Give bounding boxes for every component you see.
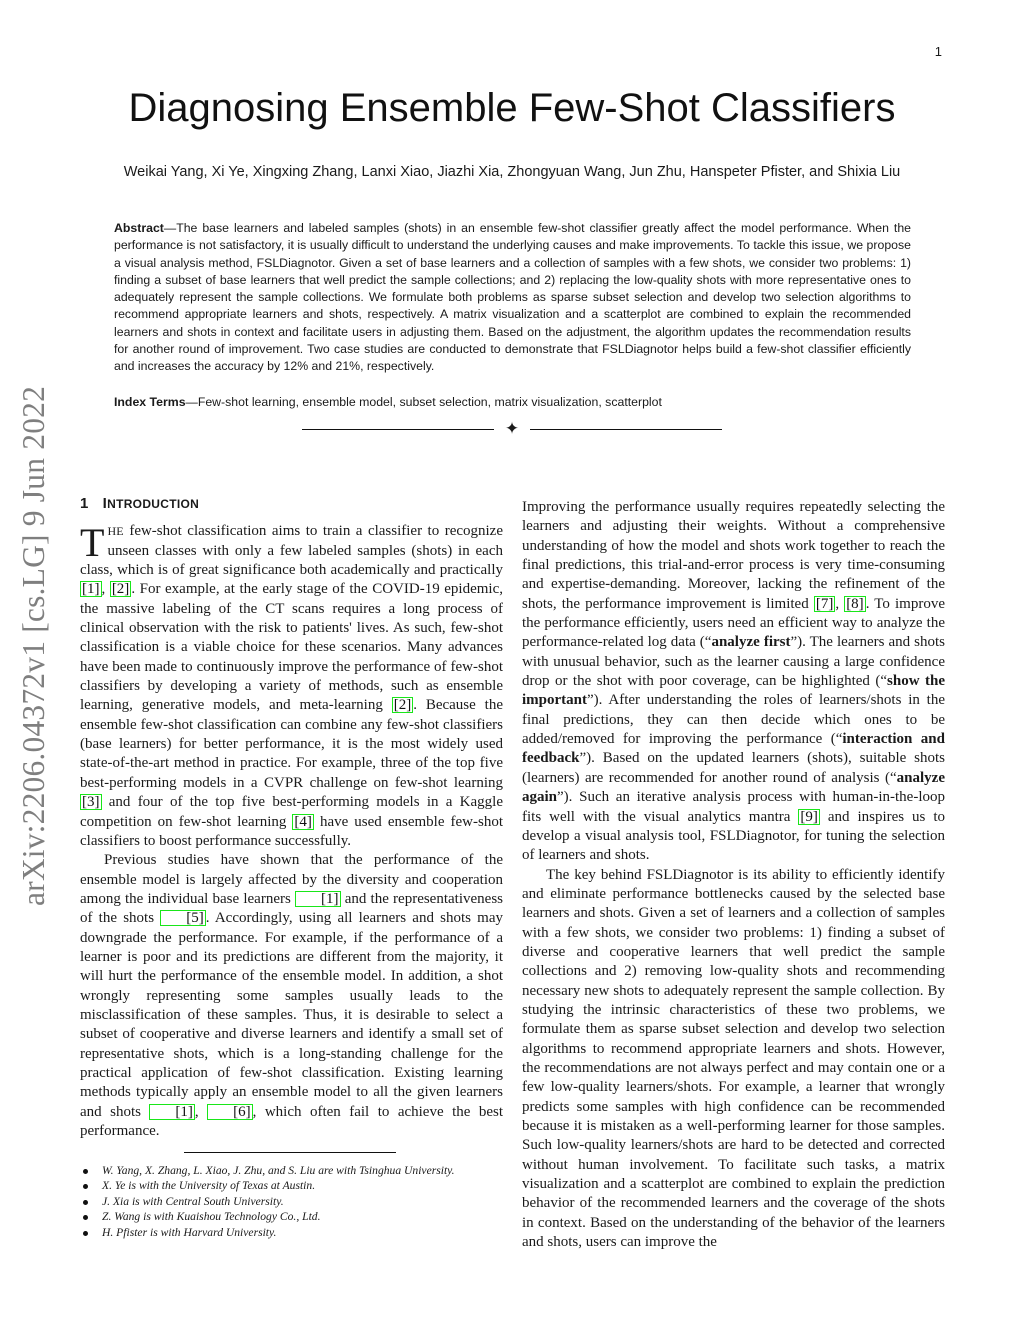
index-terms — [114, 395, 911, 409]
citation-link[interactable]: [4] — [294, 813, 312, 830]
citation-link[interactable]: [8] — [846, 595, 864, 612]
abstract-text: —The base learners and labeled samples (shots) in an ensemble few-shot classifier greatly affect the model performance. When the performance is not satisfactory, it is usually difficult to understand the underlying causes and make improvements. To tackle this issue, we propose a visual analysis method, FSLDiagnotor. Given a set of base learners and a collection of samples with a few shots, we consider two problems: 1) finding a subset of base learners that well predict the sample collections; and 2) replacing the low-quality shots with more representative ones to adequately represent the sample collections. We formulate both problems as sparse subset selection and develop two selection algorithms to recommend appropriate learners and shots, respectively. A matrix visualization and a scatterplot are combined to explain the recommended learners and shots in context and facilitate users in adjusting them. Based on the adjustment, the algorithm updates the recommendation results for another round of improvement. Two case studies are conducted to demonstrate that FSLDiagnotor helps build a few-shot classifier efficiently and increases the accuracy by 12% and 21%, respectively. — [114, 221, 911, 374]
bold-phrase: show the important — [522, 673, 945, 709]
arxiv-stamp-text: arXiv:2206.04372v1 [cs.LG] 9 Jun 2022 — [16, 385, 51, 907]
left-column — [80, 494, 503, 1141]
drop-cap: T — [80, 520, 105, 566]
paragraph-key-behind: The key behind FSLDiagnotor is its ability to efficiently identify and eliminate performance bottlenecks caused by the selected base learners and shots. Given a set of learners and a collection of samples with a few shots, we consider two problems: 1) finding a subset of diverse and cooperative learners that well predict the sample collections and 2) removing low-quality shots and recommending necessary new shots to adequately represent the sample collection. By studying the intrinsic characteristics of these two problems, we formulate them as sparse subset selection and develop two selection algorithms to recommend appropriate learners and shots. However, the recommendations are not always perfect and may contain one or a few low-quality learners/shots. For example, a learner that wrongly predicts some samples with high confidence can be recommended because it is mistaken as a well-performing learner for those samples. Such low-quality learners/shots are hard to be detected and corrected without human involvement. To facilitate such tasks, a matrix visualization and a scatterplot are combined to explain the prediction behavior of the recommended learners and the coverage of the shots in context. Based on the understanding of the behavior of the learners and shots, users can improve the — [522, 866, 945, 1251]
paragraph-text: ”). Such an iterative analysis process with human-in-the-loop fits well with the visual analytics mantra — [522, 789, 945, 825]
footnote-item: W. Yang, X. Zhang, L. Xiao, J. Zhu, and S. Liu are with Tsinghua University. — [80, 1163, 510, 1178]
paragraph-text: . Accordingly, using all learners and shots may downgrade the performance. For example, if the performance of a learner is poor and its predictions are different from the majority, it will hurt the performance of the ensemble model. In addition, a shot wrongly representing some samples usually leads to the misclassification of these samples. Thus, it is desirable to select a subset of cooperative and diverse learners and identify a small set of representative shots, which is a long-standing challenge for the practical application of few-shot classification. Existing learning methods typically apply an ensemble model to all the given learners and shots — [80, 910, 504, 1120]
paragraph-text: few-shot classification aims to train a classifier to recognize unseen classes with only a few labeled samples (shots) in each class, which is of great significance both academically and practically — [80, 523, 503, 579]
footnote-item: X. Ye is with the University of Texas at Austin. — [80, 1178, 510, 1193]
footnote-item: Z. Wang is with Kuaishou Technology Co., Ltd. — [80, 1209, 510, 1224]
paragraph-text: Improving the performance usually requires repeatedly selecting the learners and adjusting their weights. Without a comprehensive understanding of how the model and shots work together to reach the final predictions, this trial-and-error process is very time-consuming and expertise-demanding. Moreover, lacking the refinement of the shots, the performance improvement is limited — [522, 499, 945, 612]
citation-link[interactable]: [9] — [800, 808, 818, 825]
paragraph-text: , — [194, 1103, 208, 1120]
citation-link[interactable]: [1] — [149, 1104, 195, 1120]
paragraph-text: ”). The learners and shots with unusual behavior, such as the learner causing a large confidence drop or the shot with poor coverage, can be highlighted (“ — [522, 634, 946, 690]
bold-phrase: analyze again — [522, 769, 945, 806]
section-title-initial: I — [102, 495, 108, 512]
citation-link[interactable]: [6] — [207, 1104, 253, 1120]
footnote-item: J. Xia is with Central South University. — [80, 1194, 510, 1209]
paragraph-text: and the representativeness of the shots — [80, 890, 503, 927]
citation-link[interactable]: [1] — [82, 581, 100, 598]
citation-link[interactable]: [1] — [295, 891, 341, 907]
citation-link[interactable]: [3] — [82, 794, 100, 811]
paragraph-text: . Because the ensemble few-shot classification can combine any few-shot classifiers (base learners) for better performance, it is the most widely used state-of-the-art method in practice. For example, three of the top five best-performing models in a CVPR challenge on few-shot learning — [80, 697, 503, 791]
footnotes — [80, 1163, 510, 1240]
page-number: 1 — [934, 44, 942, 59]
citation-link[interactable]: [5] — [160, 910, 206, 926]
paragraph-text: . To improve the performance efficiently, users need an efficient way to analyze the performance-related log data (“ — [522, 595, 945, 651]
paragraph-text: . For example, at the early stage of the COVID-19 epidemic, the massive labeling of the CT scans requires a long process of clinical observation with the risk to patients' lives. As such, few-shot classification is a viable choice for these scenarios. Many advances have been made to continuously improve the performance of few-shot classifiers by developing a variety of methods, such as ensemble learning, generative models, and meta-learning — [80, 581, 503, 714]
paragraph-text: Previous studies have shown that the performance of the ensemble model is largely affected by the diversity and cooperation among the individual base learners — [80, 852, 503, 907]
paragraph-text: and inspires us to develop a visual analysis tool, FSLDiagnotor, for tuning the selection of learners and shots. — [522, 808, 945, 864]
divider-rule-right — [530, 429, 722, 430]
citation-link[interactable]: [2] — [393, 697, 412, 714]
abstract-label: Abstract — [114, 221, 164, 235]
author-list: Weikai Yang, Xi Ye, Xingxing Zhang, Lanxi Xiao, Jiazhi Xia, Zhongyuan Wang, Jun Zhu, Hanspeter Pfister, and Shixia Liu — [123, 164, 901, 180]
footnote-rule — [184, 1152, 396, 1153]
paragraph-text: , which often fail to achieve the best performance. — [80, 1103, 504, 1139]
footnote-item: H. Pfister is with Harvard University. — [80, 1225, 510, 1240]
section-title-rest: NTRODUCTION — [107, 497, 200, 511]
paragraph-improving — [522, 498, 945, 866]
paragraph-text: ”). Based on the updated learners (shots), suitable shots (learners) are recommended for another round of analysis (“ — [522, 750, 945, 786]
divider-rule-left — [302, 429, 494, 430]
paragraph-text: and four of the top five best-performing models in a Kaggle competition on few-shot learning — [80, 794, 503, 830]
index-terms-text: —Few-shot learning, ensemble model, subset selection, matrix visualization, scatterplot — [185, 395, 662, 409]
section-number: 1 — [80, 495, 89, 512]
paragraph-text: have used ensemble few-shot classifiers to boost performance successfully. — [80, 813, 503, 849]
paper-title: Diagnosing Ensemble Few-Shot Classifiers — [128, 86, 896, 130]
paragraph-previous-studies — [80, 851, 503, 1141]
paragraph-intro — [80, 522, 503, 851]
bold-phrase: analyze first — [711, 634, 791, 651]
citation-link[interactable]: [2] — [111, 581, 130, 598]
paragraph-text: , — [101, 581, 110, 598]
bold-phrase: interaction and feedback — [522, 731, 945, 767]
paragraph-text: ”). After understanding the roles of learners/shots in the final predictions, they can then decide which ones to be added/removed for improving the performance (“ — [522, 692, 945, 748]
index-terms-label: Index Terms — [114, 395, 186, 409]
paragraph-text: , — [835, 595, 845, 612]
divider-ornament-icon: ✦ — [504, 419, 520, 439]
arxiv-stamp — [4, 368, 64, 924]
section-divider — [302, 418, 722, 442]
section-heading — [80, 494, 503, 514]
smallcaps-lead: HE — [107, 524, 124, 539]
right-column — [522, 498, 945, 1252]
citation-link[interactable]: [7] — [815, 595, 834, 612]
abstract — [114, 220, 911, 376]
